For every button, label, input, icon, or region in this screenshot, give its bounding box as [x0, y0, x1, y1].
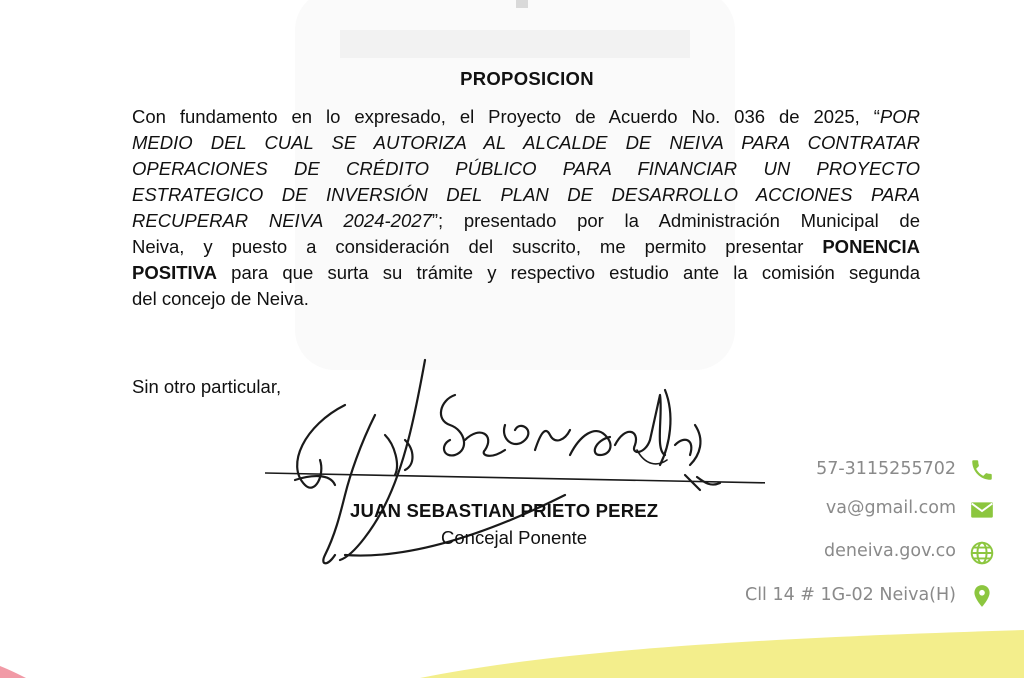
signer-role: Concejal Ponente	[441, 527, 588, 548]
paragraph-line	[132, 286, 920, 312]
paragraph-line	[132, 130, 920, 156]
paragraph-line	[132, 234, 920, 260]
paragraph-italic-text: RECUPERAR NEIVA 2024-2027	[132, 210, 432, 231]
signer-name: JUAN SEBASTIAN PRIETO PEREZ	[350, 500, 659, 521]
phone-icon	[969, 457, 995, 483]
document-heading: PROPOSICION	[460, 68, 594, 89]
paragraph-italic-text: ESTRATEGICO DE INVERSIÓN DEL PLAN DE DESARROLLO ACCIONES PARA	[132, 184, 920, 205]
paragraph-line	[132, 156, 920, 182]
paragraph-line	[132, 260, 920, 286]
paragraph-text: Neiva, y puesto a consideración del suscrito, me permito presentar	[132, 236, 823, 257]
footer-decoration	[0, 600, 1024, 678]
paragraph-bold-text: PONENCIA	[822, 236, 920, 257]
paragraph-line	[132, 104, 920, 130]
watermark-mark	[516, 0, 528, 8]
paragraph-text: Con fundamento en lo expresado, el Proyecto de Acuerdo No. 036 de 2025, “	[132, 106, 880, 127]
paragraph-text: del concejo de Neiva.	[132, 288, 309, 309]
watermark-bar	[340, 30, 690, 58]
globe-icon	[969, 540, 995, 566]
paragraph-text: ”; presentado por la Administración Municipal de	[431, 210, 920, 231]
contact-address: Cll 14 # 1G-02 Neiva(H)	[744, 585, 956, 605]
contact-website: deneiva.gov.co	[824, 541, 956, 561]
paragraph-line	[132, 208, 920, 234]
paragraph-italic-text: OPERACIONES DE CRÉDITO PÚBLICO PARA FINANCIAR UN PROYECTO	[132, 158, 920, 179]
contact-phone: 57-3115255702	[816, 459, 956, 479]
paragraph-text: para que surta su trámite y respectivo estudio ante la comisión segunda	[216, 262, 920, 283]
paragraph-italic-text: POR	[879, 106, 920, 127]
closing-phrase: Sin otro particular,	[132, 376, 282, 397]
envelope-icon	[969, 497, 995, 523]
paragraph-italic-text: MEDIO DEL CUAL SE AUTORIZA AL ALCALDE DE NEIVA PARA CONTRATAR	[132, 132, 920, 153]
paragraph-line	[132, 182, 920, 208]
proposal-paragraph	[132, 104, 920, 312]
contact-email: va@gmail.com	[825, 498, 956, 518]
paragraph-bold-text: POSITIVA	[132, 262, 217, 283]
